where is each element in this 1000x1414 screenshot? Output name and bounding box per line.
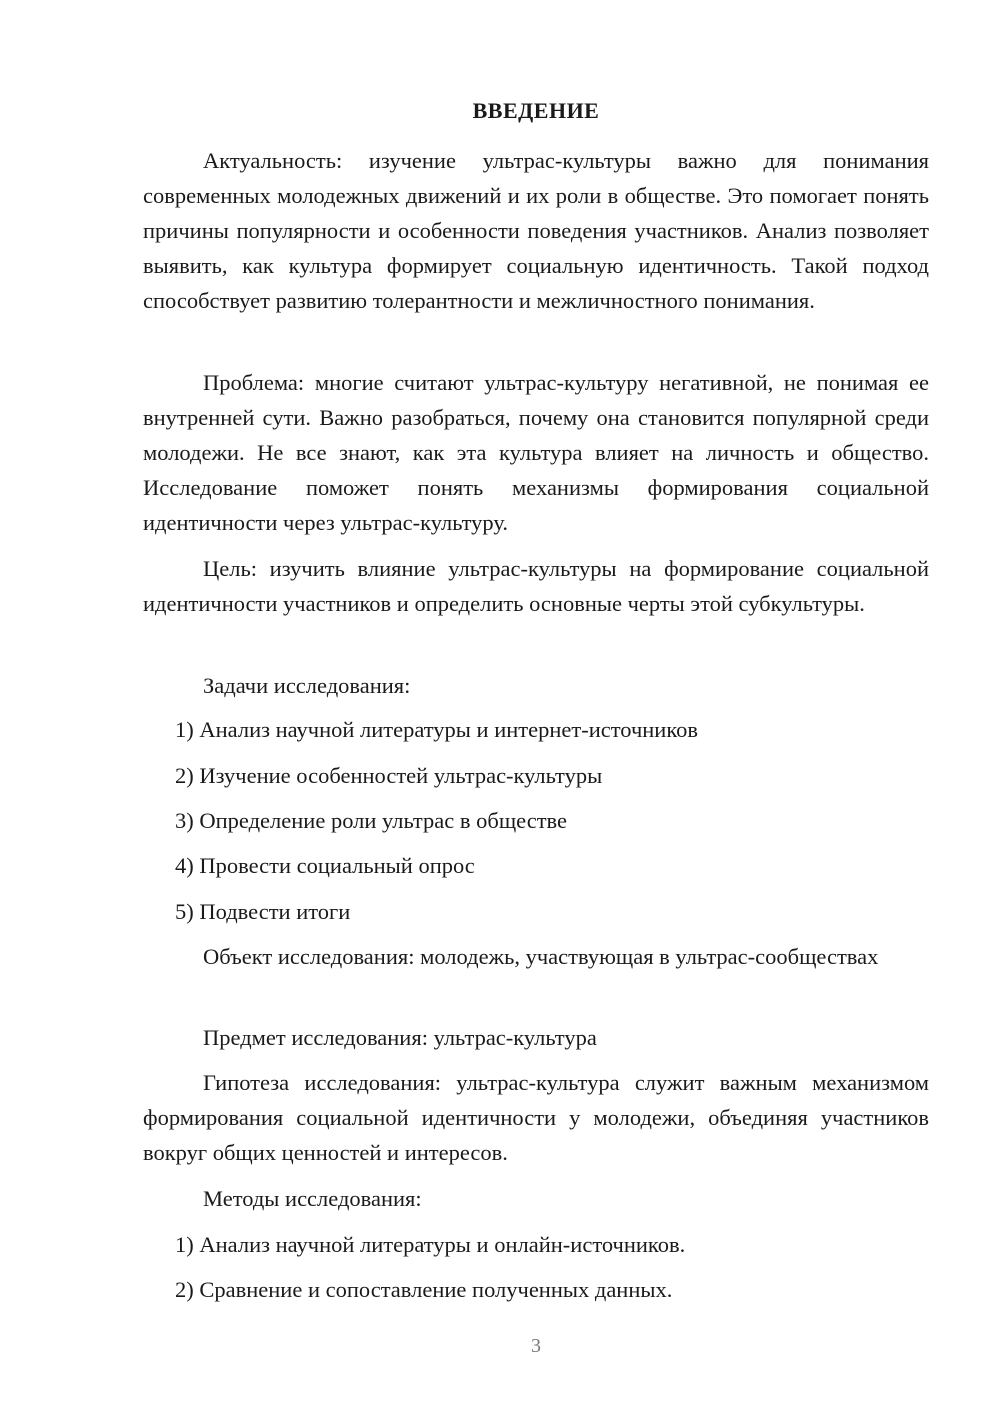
relevance-paragraph: Актуальность: изучение ультрас-культуры важно для понимания современных молодежных движений и их роли в обществе. Это помогает понять причины популярности и особенности поведения участников. Анализ позволяет выявить, как культура формирует социальную идентичность. Такой подход способствует развитию толерантности и межличностного понимания. bbox=[143, 148, 929, 313]
goal-paragraph: Цель: изучить влияние ультрас-культуры на формирование социальной идентичности участников и определить основные черты этой субкультуры. bbox=[143, 556, 929, 616]
method-item-1: 1) Анализ научной литературы и онлайн-источников. bbox=[175, 1232, 686, 1257]
problem-paragraph: Проблема: многие считают ультрас-культуру негативной, не понимая ее внутренней сути. Важно разобраться, почему она становится популярной среди молодежи. Не все знают, как эта культура влияет на личность и общество. Исследование поможет понять механизмы формирования социальной идентичности через ультрас-культуру. bbox=[143, 370, 929, 535]
subject-paragraph: Предмет исследования: ультрас-культура bbox=[203, 1025, 597, 1050]
task-item-2: 2) Изучение особенностей ультрас-культуры bbox=[175, 763, 603, 788]
task-item-5: 5) Подвести итоги bbox=[175, 899, 351, 924]
task-item-1: 1) Анализ научной литературы и интернет-источников bbox=[175, 717, 699, 742]
page-number: 3 bbox=[531, 1335, 541, 1357]
methods-heading: Методы исследования: bbox=[203, 1186, 422, 1211]
task-item-4: 4) Провести социальный опрос bbox=[175, 853, 475, 878]
method-item-2: 2) Сравнение и сопоставление полученных данных. bbox=[175, 1277, 673, 1302]
task-item-3: 3) Определение роли ультрас в обществе bbox=[175, 808, 568, 833]
tasks-heading: Задачи исследования: bbox=[203, 673, 411, 698]
section-title: ВВЕДЕНИЕ bbox=[472, 98, 600, 123]
hypothesis-paragraph: Гипотеза исследования: ультрас-культура служит важным механизмом формирования социальной идентичности у молодежи, объединяя участников вокруг общих ценностей и интересов. bbox=[143, 1070, 929, 1165]
object-paragraph: Объект исследования: молодежь, участвующая в ультрас-сообществах bbox=[203, 944, 879, 969]
